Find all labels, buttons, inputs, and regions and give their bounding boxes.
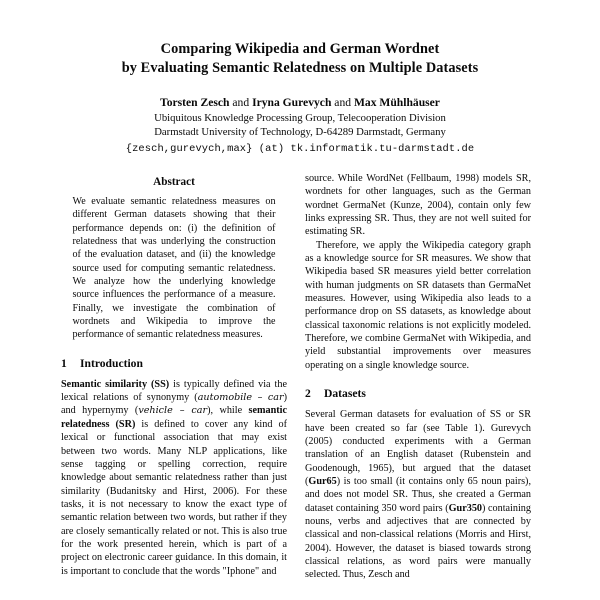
title-line-1: Comparing Wikipedia and German Wordnet [160, 41, 440, 57]
affiliation-line-2: Darmstadt University of Technology, D-64289 Darmstadt, Germany [154, 126, 446, 139]
intro-text-a: is typically defined via the lexical relations of synonymy ( [61, 378, 287, 404]
math-automobile-car: automobile – car [197, 392, 284, 404]
author-conjunction-1: and [229, 96, 253, 109]
author-conjunction-2: and [331, 96, 354, 109]
intro-text-b: ) and hypernymy ( [61, 392, 287, 417]
section-number-1: 1 [61, 356, 67, 370]
affiliation-line-1: Ubiquitous Knowledge Processing Group, Telecooperation Division [154, 112, 446, 124]
datasets-text-a: Several German datasets for evaluation of SS or SR have been created so far (see Table 1). Gurevych (2005) conducted experiments with a German translation of an English dataset (Rubenstein and Goodenough, 1965), but argued that the dataset ( [305, 409, 531, 487]
author-names [0, 95, 600, 111]
right-column [305, 172, 531, 600]
abstract-text: We evaluate semantic relatedness measures on different German datasets showing that their performance depends on: (i) the definition of relatedness that was underlying the construction of the evaluation dataset, and (ii) the knowledge source used for computing semantic relatedness. We analyze how the underlying knowledge source influences the performance of a measure. Finally, we investigate the combination of wordnets and Wikipedia to improve the performance of semantic relatedness measures. [72, 196, 276, 341]
two-column-body [0, 172, 600, 600]
intro-text-c: ), while [207, 405, 249, 417]
continuation-paragraph-1: source. While WordNet (Fellbaum, 1998) models SR, wordnets for other languages, such as the German wordnet GermaNet (Kunze, 2004), contain only few links expressing SR. Thus, they are not well suited for estimating SR. [305, 173, 531, 238]
author-block [0, 95, 600, 157]
datasets-paragraph [305, 408, 531, 581]
author-name-2: Iryna Gurevych [252, 96, 332, 109]
introduction-paragraph [61, 378, 287, 578]
section-title-1: Introduction [80, 356, 143, 370]
author-name-1: Torsten Zesch [160, 96, 230, 109]
section-heading-introduction [61, 357, 287, 371]
title-line-2: by Evaluating Semantic Relatedness on Multiple Datasets [121, 60, 479, 76]
term-gur350: Gur350 [448, 502, 483, 514]
datasets-text-b: ) is too small (it contains only 65 noun pairs), and does not model SR. Thus, she created a German dataset containing 350 word pairs ( [305, 475, 531, 514]
term-semantic-similarity: Semantic similarity (SS) [61, 378, 170, 390]
section-title-2: Datasets [324, 387, 366, 401]
term-gur65: Gur65 [308, 475, 337, 487]
term-semantic-relatedness: semantic relatedness (SR) [61, 405, 287, 430]
paper-title [0, 0, 600, 78]
author-email: {zesch,gurevych,max} (at) tk.informatik.tu-darmstadt.de [125, 143, 475, 156]
continuation-paragraph-2: Therefore, we apply the Wikipedia category graph as a knowledge source for SR measures. We show that Wikipedia based SR measures yield better correlation with human judgments on SR datasets than GermaNet measures. However, using Wikipedia also leads to a performance drop on SS datasets, as knowledge about classical taxonomic relations is not explicitly modeled. Therefore, we combine GermaNet with Wikipedia, and yield substantial improvements over measures operating on a single knowledge source. [305, 239, 531, 371]
intro-text-d: is defined to cover any kind of lexical or functional association that may exist between two words. Many NLP applications, like sense tagging or spelling correction, require knowledge about semantic relatedness rather than just similarity (Budanitsky and Hirst, 2006). For these tasks, it is not necessary to know the exact type of semantic relation between two words, but rather if they are closely semantically related or not. This is also true for the work presented herein, which is part of a project on electronic career guidance. In this domain, it is important to conclude that the words "Iphone" and [61, 418, 287, 577]
math-vehicle-car: vehicle – car [138, 405, 208, 417]
author-name-3: Max Mühlhäuser [353, 96, 440, 109]
left-column [61, 172, 287, 600]
datasets-text-c: ) containing nouns, verbs and adjectives that are connected by classical and non-classical relations (Morris and Hirst, 2004). However, the dataset is biased towards strong classical relations, as word pairs were manually selected. Thus, Zesch and [305, 502, 531, 581]
section-heading-datasets [305, 387, 531, 401]
abstract-heading: Abstract [153, 176, 195, 188]
section-number-2: 2 [305, 387, 311, 401]
